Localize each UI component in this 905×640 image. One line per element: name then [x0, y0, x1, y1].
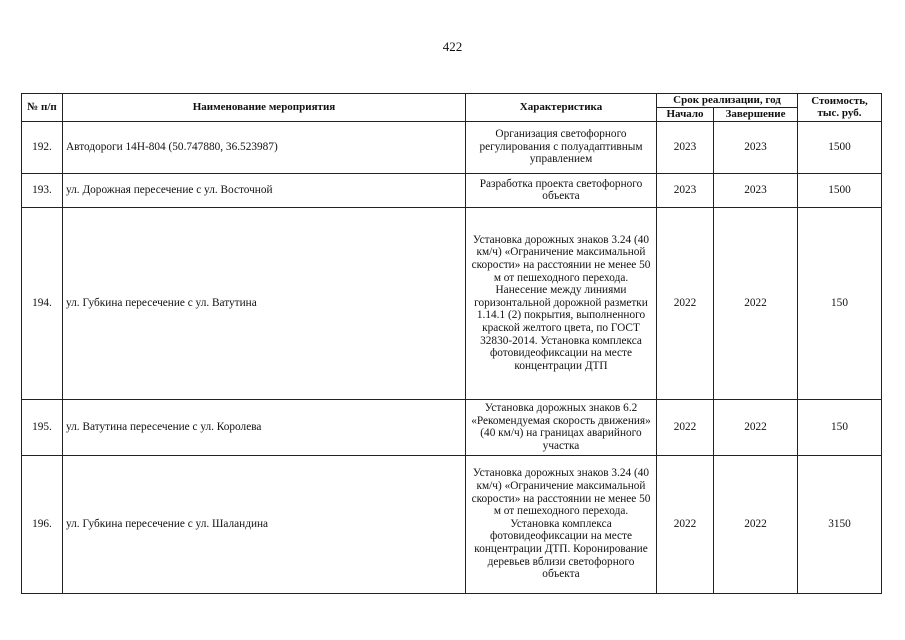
table-row — [22, 455, 882, 593]
row-cost: 150 — [798, 399, 882, 455]
row-number: 196. — [22, 455, 63, 593]
row-end-year: 2022 — [714, 207, 798, 399]
row-start-year: 2023 — [657, 173, 714, 207]
row-start-year: 2023 — [657, 121, 714, 173]
row-start-year: 2022 — [657, 207, 714, 399]
table-row — [22, 173, 882, 207]
header-cost: Стоимость, тыс. руб. — [798, 94, 882, 122]
row-description: Установка дорожных знаков 3.24 (40 км/ч) «Ограничение максимальной скорости» на расстоянии не менее 50 м от пешеходного перехода. Установка комплекса фотовидеофиксации на месте концентрации ДТП. Коронирование деревьев вблизи светофорного объекта — [466, 455, 657, 593]
header-period: Срок реализации, год — [657, 94, 798, 108]
row-start-year: 2022 — [657, 399, 714, 455]
row-description: Организация светофорного регулирования с полуадаптивным управлением — [466, 121, 657, 173]
table-row — [22, 207, 882, 399]
row-start-year: 2022 — [657, 455, 714, 593]
header-num: № п/п — [22, 94, 63, 122]
row-name: ул. Ватутина пересечение с ул. Королева — [63, 399, 466, 455]
row-description: Установка дорожных знаков 6.2 «Рекомендуемая скорость движения» (40 км/ч) на границах аварийного участка — [466, 399, 657, 455]
row-description: Установка дорожных знаков 3.24 (40 км/ч) «Ограничение максимальной скорости» на расстоянии не менее 50 м от пешеходного перехода. Нанесение между линиями горизонтальной дорожной разметки 1.14.1 (2) покрытия, выполненного краской желтого цвета, по ГОСТ 32830-2014. Установка комплекса фотовидеофиксации на месте концентрации ДТП — [466, 207, 657, 399]
row-number: 192. — [22, 121, 63, 173]
row-name: ул. Губкина пересечение с ул. Шаландина — [63, 455, 466, 593]
measures-table — [21, 93, 882, 594]
row-cost: 1500 — [798, 173, 882, 207]
row-end-year: 2023 — [714, 121, 798, 173]
row-name: ул. Дорожная пересечение с ул. Восточной — [63, 173, 466, 207]
row-cost: 3150 — [798, 455, 882, 593]
table-row — [22, 399, 882, 455]
row-number: 193. — [22, 173, 63, 207]
header-start: Начало — [657, 108, 714, 122]
row-description: Разработка проекта светофорного объекта — [466, 173, 657, 207]
row-name: ул. Губкина пересечение с ул. Ватутина — [63, 207, 466, 399]
row-cost: 150 — [798, 207, 882, 399]
table-row — [22, 121, 882, 173]
row-cost: 1500 — [798, 121, 882, 173]
header-row — [22, 94, 882, 108]
row-name: Автодороги 14Н-804 (50.747880, 36.523987) — [63, 121, 466, 173]
row-number: 195. — [22, 399, 63, 455]
header-end: Завершение — [714, 108, 798, 122]
row-end-year: 2023 — [714, 173, 798, 207]
row-number: 194. — [22, 207, 63, 399]
row-end-year: 2022 — [714, 455, 798, 593]
page-number: 422 — [442, 39, 463, 54]
row-end-year: 2022 — [714, 399, 798, 455]
header-name: Наименование мероприятия — [63, 94, 466, 122]
header-desc: Характеристика — [466, 94, 657, 122]
